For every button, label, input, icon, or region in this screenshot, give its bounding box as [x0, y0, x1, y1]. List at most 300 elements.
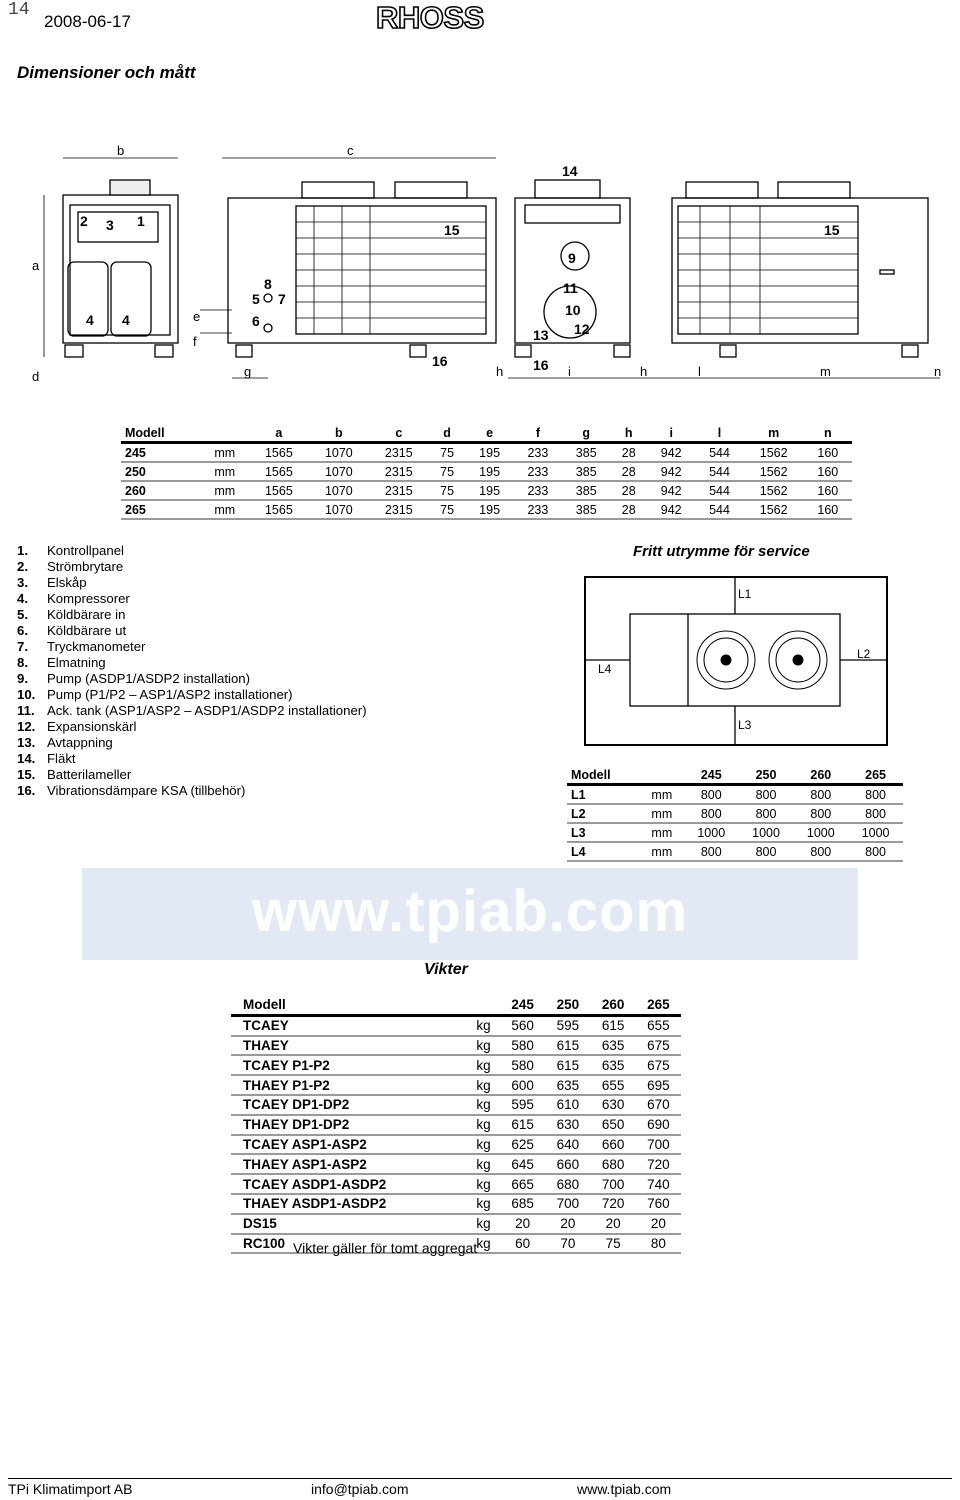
row-label: L1 — [567, 785, 640, 805]
column-header: 250 — [545, 996, 590, 1015]
legend-item — [17, 767, 367, 783]
table-cell: 1562 — [744, 481, 804, 500]
legend-item — [17, 559, 367, 575]
table-cell: 28 — [610, 481, 647, 500]
table-cell: 233 — [514, 500, 562, 519]
service-clearance-table — [567, 766, 903, 862]
callout-1: 1 — [137, 213, 145, 229]
table-cell: 2315 — [369, 443, 429, 463]
table-cell: 625 — [500, 1135, 545, 1155]
table-cell: 160 — [804, 462, 852, 481]
table-row — [231, 1115, 681, 1135]
table-cell: 690 — [636, 1115, 681, 1135]
service-clearance-diagram — [583, 575, 889, 747]
legend-item — [17, 607, 367, 623]
table-row — [121, 443, 852, 463]
table-cell: kg — [467, 1214, 500, 1234]
service-label-l3: L3 — [738, 718, 752, 732]
table-cell: 800 — [848, 804, 903, 823]
table-row — [231, 1154, 681, 1174]
table-cell: 800 — [848, 842, 903, 861]
table-cell: kg — [467, 1075, 500, 1095]
footer-company: TPi Klimatimport AB — [8, 1481, 133, 1497]
table-cell: 20 — [590, 1214, 635, 1234]
table-cell: 800 — [848, 785, 903, 805]
callout-6: 6 — [252, 313, 260, 329]
table-cell: 675 — [636, 1055, 681, 1075]
side-view — [63, 180, 178, 357]
callout-14: 14 — [562, 163, 578, 179]
table-cell: 195 — [465, 443, 513, 463]
table-cell: 2315 — [369, 481, 429, 500]
table-row — [567, 842, 903, 861]
row-label: TCAEY P1-P2 — [231, 1055, 467, 1075]
row-label: THAEY ASDP1-ASDP2 — [231, 1194, 467, 1214]
legend-text: Kompressorer — [47, 591, 130, 606]
legend-text: Vibrationsdämpare KSA (tillbehör) — [47, 783, 246, 798]
callout-16b: 16 — [533, 357, 549, 373]
row-label: L2 — [567, 804, 640, 823]
table-row — [567, 785, 903, 805]
table-cell: 75 — [429, 443, 466, 463]
legend-text: Batterilameller — [47, 767, 132, 782]
legend-text: Fläkt — [47, 751, 76, 766]
row-label: TCAEY DP1-DP2 — [231, 1095, 467, 1115]
table-cell: 60 — [500, 1234, 545, 1254]
table-cell: 615 — [500, 1115, 545, 1135]
callout-4a: 4 — [86, 312, 94, 328]
table-cell: 1000 — [739, 823, 794, 842]
table-cell: kg — [467, 1036, 500, 1056]
table-cell: 28 — [610, 443, 647, 463]
table-cell: mm — [640, 804, 684, 823]
table-cell: 630 — [590, 1095, 635, 1115]
service-label-l4: L4 — [598, 662, 612, 676]
legend-text: Tryckmanometer — [47, 639, 146, 654]
table-cell: 720 — [636, 1154, 681, 1174]
table-cell: 1565 — [249, 481, 309, 500]
legend-item — [17, 671, 367, 687]
column-header: Modell — [121, 424, 201, 443]
dim-label-h: h — [496, 364, 504, 379]
table-cell: 942 — [647, 462, 695, 481]
legend-item — [17, 655, 367, 671]
table-cell: 233 — [514, 462, 562, 481]
callout-3: 3 — [106, 217, 114, 233]
table-cell: 665 — [500, 1174, 545, 1194]
column-header — [640, 766, 684, 785]
table-cell: 28 — [610, 462, 647, 481]
legend-number: 12. — [17, 719, 36, 734]
table-cell: 195 — [465, 481, 513, 500]
table-cell: 942 — [647, 443, 695, 463]
table-cell: 800 — [684, 785, 739, 805]
column-header: n — [804, 424, 852, 443]
callout-16a: 16 — [432, 353, 448, 369]
table-cell: 800 — [793, 842, 848, 861]
row-label: L4 — [567, 842, 640, 861]
table-cell: mm — [201, 443, 249, 463]
dim-label-g: g — [244, 364, 252, 379]
table-cell: kg — [467, 1015, 500, 1035]
legend-number: 15. — [17, 767, 36, 782]
table-cell: 615 — [545, 1055, 590, 1075]
dim-label-a: a — [32, 258, 40, 273]
table-cell: 760 — [636, 1194, 681, 1214]
column-header: m — [744, 424, 804, 443]
table-cell: 800 — [684, 842, 739, 861]
table-cell: kg — [467, 1095, 500, 1115]
table-cell: kg — [467, 1174, 500, 1194]
table-cell: 700 — [636, 1135, 681, 1155]
section-title: Dimensioner och mått — [17, 63, 196, 82]
table-cell: 160 — [804, 481, 852, 500]
table-cell: 20 — [636, 1214, 681, 1234]
dimensions-table — [121, 424, 852, 520]
component-legend — [17, 543, 367, 799]
table-cell: 160 — [804, 500, 852, 519]
table-cell: 610 — [545, 1095, 590, 1115]
table-cell: 660 — [545, 1154, 590, 1174]
column-header: 250 — [739, 766, 794, 785]
column-header: h — [610, 424, 647, 443]
table-cell: 544 — [695, 500, 743, 519]
table-cell: 680 — [545, 1174, 590, 1194]
table-cell: 615 — [545, 1036, 590, 1056]
callout-11: 11 — [563, 280, 578, 296]
service-title: Fritt utrymme för service — [633, 543, 810, 560]
table-row — [567, 823, 903, 842]
table-cell: 685 — [500, 1194, 545, 1214]
table-cell: 650 — [590, 1115, 635, 1135]
row-label: THAEY ASP1-ASP2 — [231, 1154, 467, 1174]
legend-text: Expansionskärl — [47, 719, 137, 734]
legend-item — [17, 687, 367, 703]
column-header: f — [514, 424, 562, 443]
table-cell: 800 — [793, 804, 848, 823]
column-header: c — [369, 424, 429, 443]
legend-text: Köldbärare ut — [47, 623, 127, 638]
table-cell: 942 — [647, 500, 695, 519]
callout-7: 7 — [278, 291, 286, 307]
callout-5: 5 — [252, 291, 260, 307]
table-cell: 20 — [500, 1214, 545, 1234]
table-cell: 160 — [804, 443, 852, 463]
dim-label-d: d — [32, 369, 40, 384]
row-label: THAEY — [231, 1036, 467, 1056]
table-cell: mm — [201, 500, 249, 519]
table-row — [121, 481, 852, 500]
table-row — [231, 1055, 681, 1075]
table-cell: 580 — [500, 1055, 545, 1075]
table-cell: 1562 — [744, 443, 804, 463]
table-header-row — [567, 766, 903, 785]
dim-label-i: i — [568, 364, 571, 379]
table-cell: kg — [467, 1154, 500, 1174]
callout-15b: 15 — [824, 222, 840, 238]
legend-number: 5. — [17, 607, 28, 622]
legend-item — [17, 719, 367, 735]
table-cell: 75 — [429, 500, 466, 519]
table-cell: 544 — [695, 481, 743, 500]
table-cell: 385 — [562, 481, 610, 500]
row-label: THAEY DP1-DP2 — [231, 1115, 467, 1135]
table-cell: mm — [201, 481, 249, 500]
dim-label-f: f — [193, 334, 197, 349]
brand-logo: RHOSS — [376, 0, 484, 35]
table-cell: 580 — [500, 1036, 545, 1056]
table-cell: kg — [467, 1135, 500, 1155]
table-cell: 385 — [562, 443, 610, 463]
dim-label-l: l — [698, 364, 701, 379]
callout-13: 13 — [533, 327, 549, 343]
column-header — [201, 424, 249, 443]
table-cell: 615 — [590, 1015, 635, 1035]
table-cell: kg — [467, 1194, 500, 1214]
table-cell: 233 — [514, 481, 562, 500]
row-label: L3 — [567, 823, 640, 842]
legend-text: Elmatning — [47, 655, 106, 670]
dim-label-b: b — [117, 143, 125, 158]
table-cell: 80 — [636, 1234, 681, 1254]
service-label-l2: L2 — [857, 647, 871, 661]
table-cell: 70 — [545, 1234, 590, 1254]
table-cell: 670 — [636, 1095, 681, 1115]
row-label: RC100 — [231, 1234, 467, 1254]
legend-number: 9. — [17, 671, 28, 686]
column-header: 245 — [684, 766, 739, 785]
table-cell: 1070 — [309, 462, 369, 481]
table-header-row — [121, 424, 852, 443]
table-row — [121, 462, 852, 481]
table-cell: 2315 — [369, 500, 429, 519]
table-row — [231, 1214, 681, 1234]
dim-label-c: c — [347, 143, 354, 158]
legend-number: 1. — [17, 543, 28, 558]
column-header: i — [647, 424, 695, 443]
table-cell: 385 — [562, 500, 610, 519]
table-row — [567, 804, 903, 823]
table-row — [231, 1194, 681, 1214]
legend-number: 3. — [17, 575, 28, 590]
table-cell: 560 — [500, 1015, 545, 1035]
column-header: Modell — [231, 996, 467, 1015]
table-cell: 1562 — [744, 500, 804, 519]
watermark-banner — [82, 868, 858, 960]
table-row — [231, 1036, 681, 1056]
column-header: 260 — [590, 996, 635, 1015]
row-label: 250 — [121, 462, 201, 481]
legend-text: Avtappning — [47, 735, 113, 750]
table-cell: 800 — [739, 804, 794, 823]
table-cell: 740 — [636, 1174, 681, 1194]
table-cell: 800 — [739, 842, 794, 861]
table-cell: 680 — [590, 1154, 635, 1174]
row-label: 265 — [121, 500, 201, 519]
row-label: 245 — [121, 443, 201, 463]
table-cell: 645 — [500, 1154, 545, 1174]
table-cell: 800 — [684, 804, 739, 823]
row-label: TCAEY ASP1-ASP2 — [231, 1135, 467, 1155]
legend-item — [17, 623, 367, 639]
column-header: Modell — [567, 766, 640, 785]
column-header: 265 — [848, 766, 903, 785]
legend-text: Strömbrytare — [47, 559, 124, 574]
table-cell: mm — [640, 823, 684, 842]
table-row — [231, 1135, 681, 1155]
legend-number: 4. — [17, 591, 28, 606]
table-cell: 385 — [562, 462, 610, 481]
table-cell: 800 — [793, 785, 848, 805]
table-cell: 195 — [465, 500, 513, 519]
service-label-l1: L1 — [738, 587, 752, 601]
table-cell: 2315 — [369, 462, 429, 481]
table-cell: 655 — [636, 1015, 681, 1035]
column-header: l — [695, 424, 743, 443]
callout-4b: 4 — [122, 312, 130, 328]
table-cell: kg — [467, 1115, 500, 1135]
weights-note: Vikter gäller för tomt aggregat — [293, 1240, 478, 1256]
watermark-text: www.tpiab.com — [251, 879, 689, 944]
table-cell: kg — [467, 1055, 500, 1075]
table-cell: 660 — [590, 1135, 635, 1155]
table-cell: 720 — [590, 1194, 635, 1214]
row-label: TCAEY ASDP1-ASDP2 — [231, 1174, 467, 1194]
weights-table — [231, 996, 681, 1254]
dim-label-h2: h — [640, 364, 648, 379]
weights-title: Vikter — [424, 961, 468, 978]
callout-12: 12 — [574, 321, 590, 337]
legend-item — [17, 703, 367, 719]
column-header: a — [249, 424, 309, 443]
column-header: 245 — [500, 996, 545, 1015]
dim-label-m: m — [820, 364, 831, 379]
table-row — [121, 500, 852, 519]
row-label: DS15 — [231, 1214, 467, 1234]
table-cell: 595 — [545, 1015, 590, 1035]
table-cell: 655 — [590, 1075, 635, 1095]
table-cell: 233 — [514, 443, 562, 463]
table-header-row — [231, 996, 681, 1015]
table-cell: 1000 — [684, 823, 739, 842]
legend-number: 10. — [17, 687, 36, 702]
table-cell: 75 — [590, 1234, 635, 1254]
table-row — [231, 1015, 681, 1035]
column-header: b — [309, 424, 369, 443]
table-cell: mm — [640, 785, 684, 805]
dim-label-n: n — [934, 364, 942, 379]
callout-10: 10 — [565, 302, 581, 318]
table-cell: mm — [201, 462, 249, 481]
table-cell: 635 — [590, 1055, 635, 1075]
callout-8: 8 — [264, 276, 272, 292]
document-date: 2008-06-17 — [44, 12, 131, 31]
table-row — [231, 1095, 681, 1115]
column-header: 260 — [793, 766, 848, 785]
table-row — [231, 1075, 681, 1095]
table-cell: 700 — [590, 1174, 635, 1194]
legend-item — [17, 735, 367, 751]
dim-label-e: e — [193, 309, 201, 324]
legend-number: 8. — [17, 655, 28, 670]
table-cell: 1565 — [249, 500, 309, 519]
legend-item — [17, 575, 367, 591]
page-number: 14 — [8, 0, 30, 20]
row-label: THAEY P1-P2 — [231, 1075, 467, 1095]
table-cell: 800 — [739, 785, 794, 805]
callout-2: 2 — [80, 213, 88, 229]
legend-text: Ack. tank (ASP1/ASP2 – ASDP1/ASDP2 installationer) — [47, 703, 367, 718]
legend-item — [17, 591, 367, 607]
table-cell: 630 — [545, 1115, 590, 1135]
dimension-drawing — [0, 135, 960, 385]
legend-number: 11. — [17, 703, 35, 718]
column-header: d — [429, 424, 466, 443]
legend-number: 2. — [17, 559, 28, 574]
table-cell: 75 — [429, 462, 466, 481]
legend-number: 16. — [17, 783, 36, 798]
legend-text: Kontrollpanel — [47, 543, 124, 558]
legend-text: Elskåp — [47, 575, 87, 590]
column-header: e — [465, 424, 513, 443]
column-header — [467, 996, 500, 1015]
table-cell: 675 — [636, 1036, 681, 1056]
table-cell: 600 — [500, 1075, 545, 1095]
table-cell: 640 — [545, 1135, 590, 1155]
table-row — [231, 1174, 681, 1194]
legend-item — [17, 783, 367, 799]
legend-text: Pump (ASDP1/ASDP2 installation) — [47, 671, 251, 686]
table-cell: 1070 — [309, 481, 369, 500]
callout-15a: 15 — [444, 222, 460, 238]
legend-number: 6. — [17, 623, 28, 638]
legend-item — [17, 751, 367, 767]
table-cell: 1565 — [249, 462, 309, 481]
table-cell: 695 — [636, 1075, 681, 1095]
table-cell: 1000 — [848, 823, 903, 842]
table-cell: kg — [467, 1234, 500, 1254]
table-cell: 1000 — [793, 823, 848, 842]
table-cell: 1562 — [744, 462, 804, 481]
callout-9: 9 — [568, 250, 576, 266]
table-cell: 635 — [545, 1075, 590, 1095]
table-cell: 544 — [695, 443, 743, 463]
table-cell: 20 — [545, 1214, 590, 1234]
legend-text: Köldbärare in — [47, 607, 126, 622]
table-cell: 1070 — [309, 500, 369, 519]
table-cell: 942 — [647, 481, 695, 500]
column-header: g — [562, 424, 610, 443]
legend-text: Pump (P1/P2 – ASP1/ASP2 installationer) — [47, 687, 293, 702]
legend-item — [17, 543, 367, 559]
table-cell: 1070 — [309, 443, 369, 463]
footer-website[interactable]: www.tpiab.com — [577, 1481, 672, 1497]
table-cell: 544 — [695, 462, 743, 481]
table-cell: 195 — [465, 462, 513, 481]
table-cell: 700 — [545, 1194, 590, 1214]
table-cell: 595 — [500, 1095, 545, 1115]
footer-divider — [8, 1478, 952, 1479]
legend-number: 13. — [17, 735, 36, 750]
table-cell: 1565 — [249, 443, 309, 463]
row-label: 260 — [121, 481, 201, 500]
legend-number: 7. — [17, 639, 28, 654]
footer-email[interactable]: info@tpiab.com — [311, 1481, 409, 1497]
back-view — [672, 182, 928, 357]
legend-item — [17, 639, 367, 655]
table-cell: mm — [640, 842, 684, 861]
legend-number: 14. — [17, 751, 36, 766]
